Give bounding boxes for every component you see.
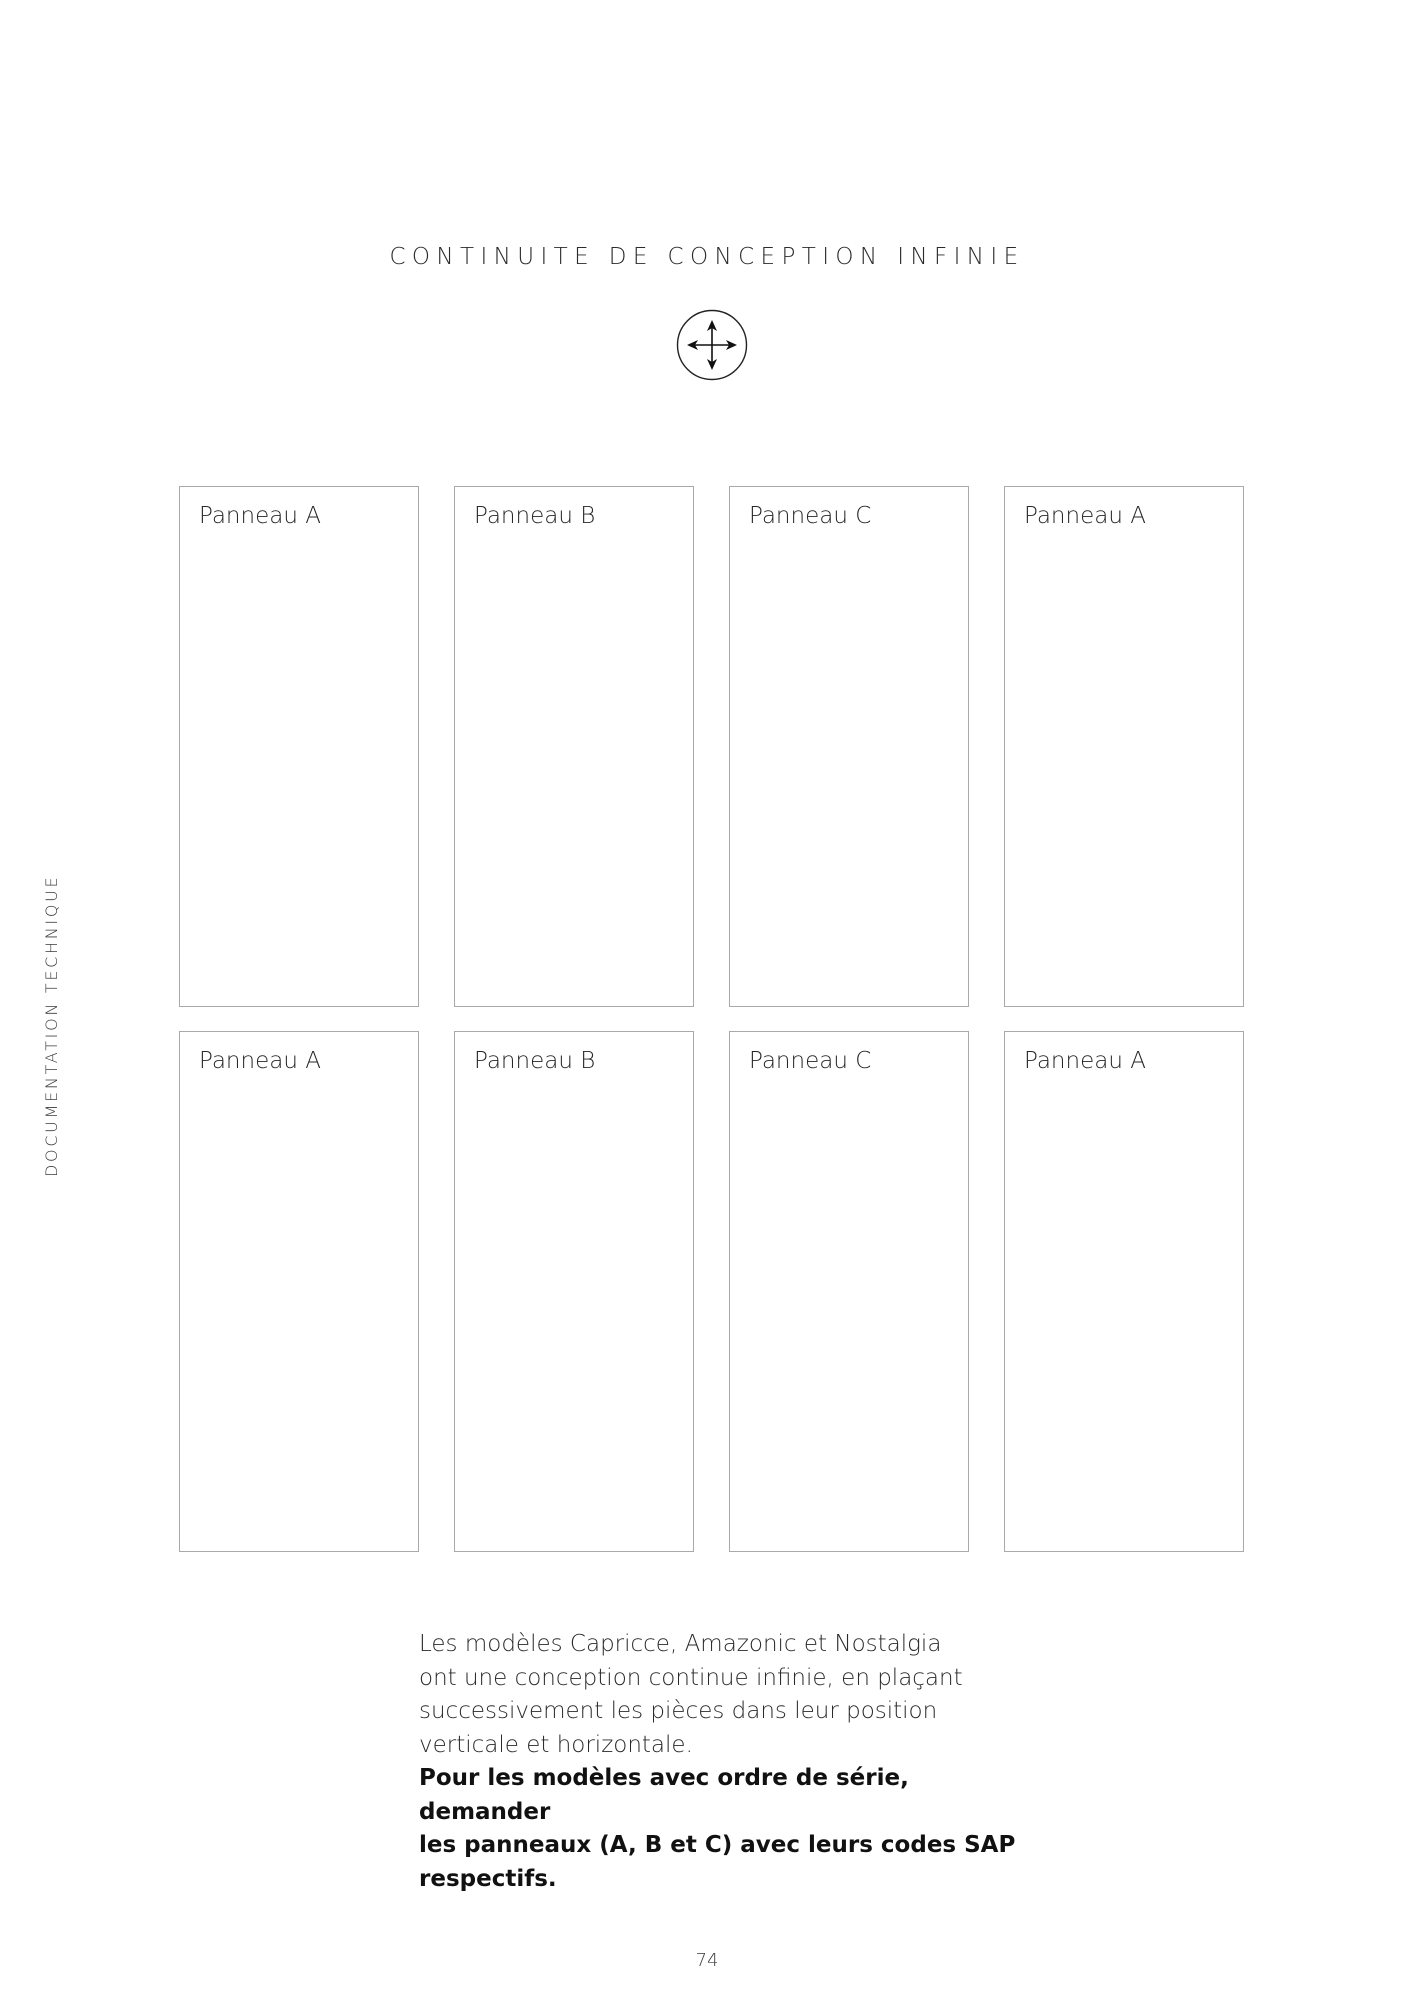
panel-label: Panneau C (749, 503, 872, 529)
panel-top-2 (454, 486, 694, 1007)
panel-bottom-2 (454, 1031, 694, 1552)
description-line: verticale et horizontale. (419, 1731, 693, 1758)
panel-label: Panneau B (474, 1048, 596, 1074)
panel-top-1 (179, 486, 419, 1007)
page-number: 74 (695, 1950, 719, 1971)
panel-bottom-1 (179, 1031, 419, 1552)
panel-label: Panneau B (474, 503, 596, 529)
description-bold-line: les panneaux (A, B et C) avec leurs codes SAP (419, 1832, 1016, 1858)
panel-bottom-3 (729, 1031, 969, 1552)
description-bold-line: respectifs. (419, 1865, 557, 1892)
panel-top-4 (1004, 486, 1244, 1007)
panel-label: Panneau A (1024, 503, 1146, 529)
four-way-arrows-icon (676, 309, 748, 381)
panel-label: Panneau A (1024, 1048, 1146, 1074)
panel-label: Panneau A (199, 1048, 321, 1074)
page-title: CONTINUITE DE CONCEPTION INFINIE (389, 244, 1025, 270)
description-line: Les modèles Capricce, Amazonic et Nostalgia (419, 1631, 942, 1657)
panel-label: Panneau C (749, 1048, 872, 1074)
description-line: ont une conception continue infinie, en plaçant (419, 1664, 963, 1691)
panel-bottom-4 (1004, 1031, 1244, 1552)
panel-top-3 (729, 486, 969, 1007)
description-text (419, 1628, 1019, 1896)
description-line: successivement les pièces dans leur position (419, 1698, 938, 1724)
description-bold-line: Pour les modèles avec ordre de série, demander (419, 1765, 909, 1825)
panel-label: Panneau A (199, 503, 321, 529)
side-label-text: DOCUMENTATION TECHNIQUE (42, 874, 61, 1177)
